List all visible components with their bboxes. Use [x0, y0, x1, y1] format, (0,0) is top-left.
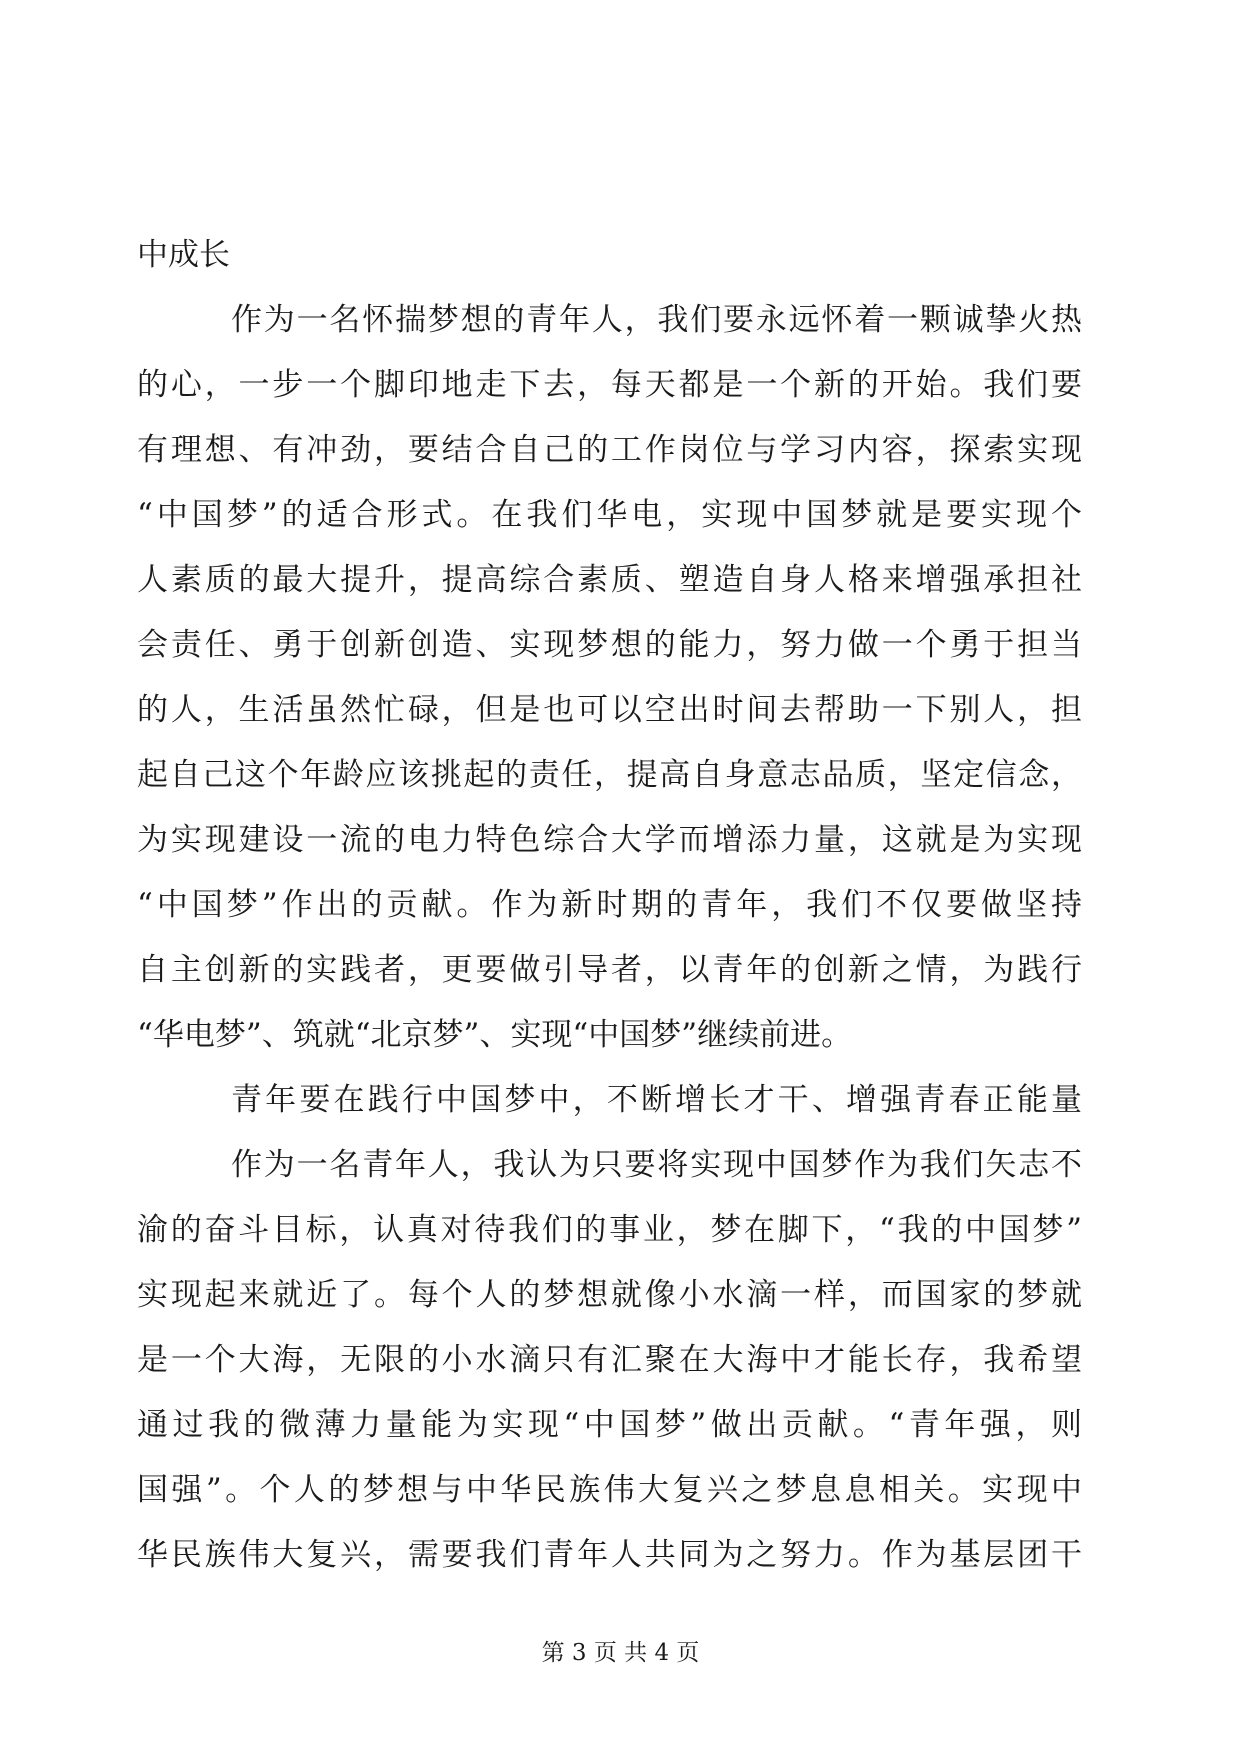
text-line: 有理想、有冲劲，要结合自己的工作岗位与学习内容，探索实现 — [137, 432, 1082, 468]
text-line: 国强”。个人的梦想与中华民族伟大复兴之梦息息相关。实现中 — [137, 1472, 1082, 1508]
text-line: 中成长 — [137, 237, 230, 273]
text-line: 华民族伟大复兴，需要我们青年人共同为之努力。作为基层团干 — [137, 1537, 1082, 1573]
text-line: 渝的奋斗目标，认真对待我们的事业，梦在脚下，“我的中国梦” — [137, 1212, 1082, 1248]
text-line: 实现起来就近了。每个人的梦想就像小水滴一样，而国家的梦就 — [137, 1277, 1082, 1313]
text-line: 会责任、勇于创新创造、实现梦想的能力，努力做一个勇于担当 — [137, 627, 1082, 663]
text-line: “中国梦”的适合形式。在我们华电，实现中国梦就是要实现个 — [137, 497, 1082, 533]
text-line: 人素质的最大提升，提高综合素质、塑造自身人格来增强承担社 — [137, 562, 1082, 598]
section-heading: 青年要在践行中国梦中，不断增长才干、增强青春正能量 — [231, 1082, 1082, 1118]
text-line: 的心，一步一个脚印地走下去，每天都是一个新的开始。我们要 — [137, 367, 1082, 403]
text-line: 的人，生活虽然忙碌，但是也可以空出时间去帮助一下别人，担 — [137, 692, 1082, 728]
page-number-footer: 第 3 页 共 4 页 — [541, 1640, 700, 1666]
text-line: “中国梦”作出的贡献。作为新时期的青年，我们不仅要做坚持 — [137, 887, 1082, 923]
paragraph-first-line: 作为一名怀揣梦想的青年人，我们要永远怀着一颗诚挚火热 — [231, 302, 1082, 338]
text-line: 为实现建设一流的电力特色综合大学而增添力量，这就是为实现 — [137, 822, 1082, 858]
text-line: “华电梦”、筑就“北京梦”、实现“中国梦”继续前进。 — [137, 1017, 853, 1053]
paragraph-first-line: 作为一名青年人，我认为只要将实现中国梦作为我们矢志不 — [231, 1147, 1082, 1183]
text-line: 起自己这个年龄应该挑起的责任，提高自身意志品质，坚定信念， — [137, 757, 1082, 793]
text-line: 是一个大海，无限的小水滴只有汇聚在大海中才能长存，我希望 — [137, 1342, 1082, 1378]
text-line: 自主创新的实践者，更要做引导者，以青年的创新之情，为践行 — [137, 952, 1082, 988]
text-line: 通过我的微薄力量能为实现“中国梦”做出贡献。“青年强，则 — [137, 1407, 1082, 1443]
